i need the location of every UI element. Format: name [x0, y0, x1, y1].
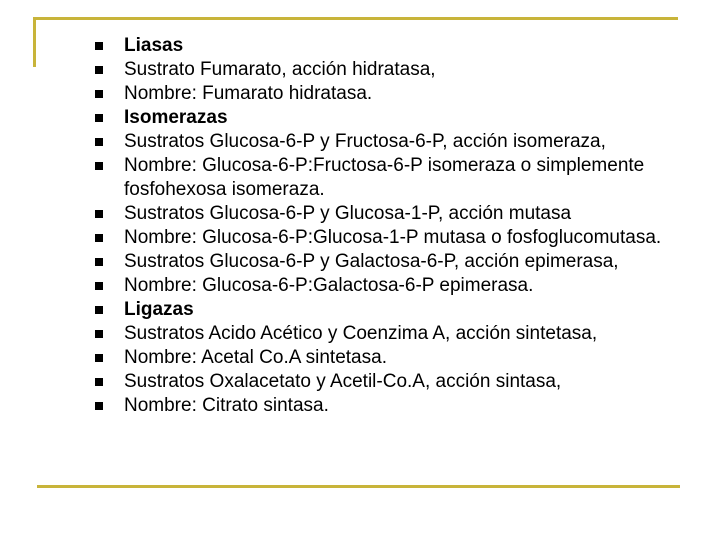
square-bullet-icon [95, 42, 103, 50]
square-bullet-icon [95, 306, 103, 314]
list-item [95, 202, 695, 226]
list-item-text: Liasas [124, 35, 184, 56]
list-item-text: Nombre: Glucosa-6-P:Glucosa-1-P mutasa o fosfoglucomutasa. [124, 227, 662, 248]
list-item-text: Nombre: Fumarato hidratasa. [124, 83, 373, 104]
square-bullet-icon [95, 378, 103, 386]
square-bullet-icon [95, 234, 103, 242]
list-item-text: Sustratos Acido Acético y Coenzima A, acción sintetasa, [124, 323, 598, 344]
list-item-text: Nombre: Citrato sintasa. [124, 395, 329, 416]
list-item [95, 346, 695, 370]
list-item-text: Sustrato Fumarato, acción hidratasa, [124, 59, 436, 80]
square-bullet-icon [95, 114, 103, 122]
list-item-text: Ligazas [124, 299, 194, 320]
list-item [95, 298, 695, 322]
slide-bullet-list [95, 34, 695, 418]
square-bullet-icon [95, 354, 103, 362]
list-item [95, 130, 695, 154]
list-item [95, 106, 695, 130]
list-item [95, 274, 695, 298]
list-item-text: Nombre: Glucosa-6-P:Fructosa-6-P isomeraza o simplemente fosfohexosa isomeraza. [124, 155, 645, 200]
square-bullet-icon [95, 258, 103, 266]
list-item-text: Sustratos Glucosa-6-P y Fructosa-6-P, acción isomeraza, [124, 131, 606, 152]
square-bullet-icon [95, 282, 103, 290]
list-item [95, 82, 695, 106]
list-item [95, 154, 695, 202]
list-item [95, 322, 695, 346]
square-bullet-icon [95, 66, 103, 74]
square-bullet-icon [95, 162, 103, 170]
frame-bottom-rule [37, 485, 680, 488]
frame-left-rule [33, 17, 36, 67]
frame-top-rule [33, 17, 678, 20]
list-item [95, 370, 695, 394]
list-item-text: Isomerazas [124, 107, 228, 128]
list-item-text: Nombre: Glucosa-6-P:Galactosa-6-P epimerasa. [124, 275, 534, 296]
square-bullet-icon [95, 90, 103, 98]
square-bullet-icon [95, 402, 103, 410]
list-item-text: Sustratos Glucosa-6-P y Galactosa-6-P, acción epimerasa, [124, 251, 619, 272]
square-bullet-icon [95, 330, 103, 338]
list-item [95, 34, 695, 58]
list-item-text: Nombre: Acetal Co.A sintetasa. [124, 347, 387, 368]
list-item [95, 226, 695, 250]
list-item-text: Sustratos Oxalacetato y Acetil-Co.A, acción sintasa, [124, 371, 562, 392]
square-bullet-icon [95, 138, 103, 146]
list-item [95, 58, 695, 82]
square-bullet-icon [95, 210, 103, 218]
list-item [95, 250, 695, 274]
list-item-text: Sustratos Glucosa-6-P y Glucosa-1-P, acción mutasa [124, 203, 572, 224]
list-item [95, 394, 695, 418]
